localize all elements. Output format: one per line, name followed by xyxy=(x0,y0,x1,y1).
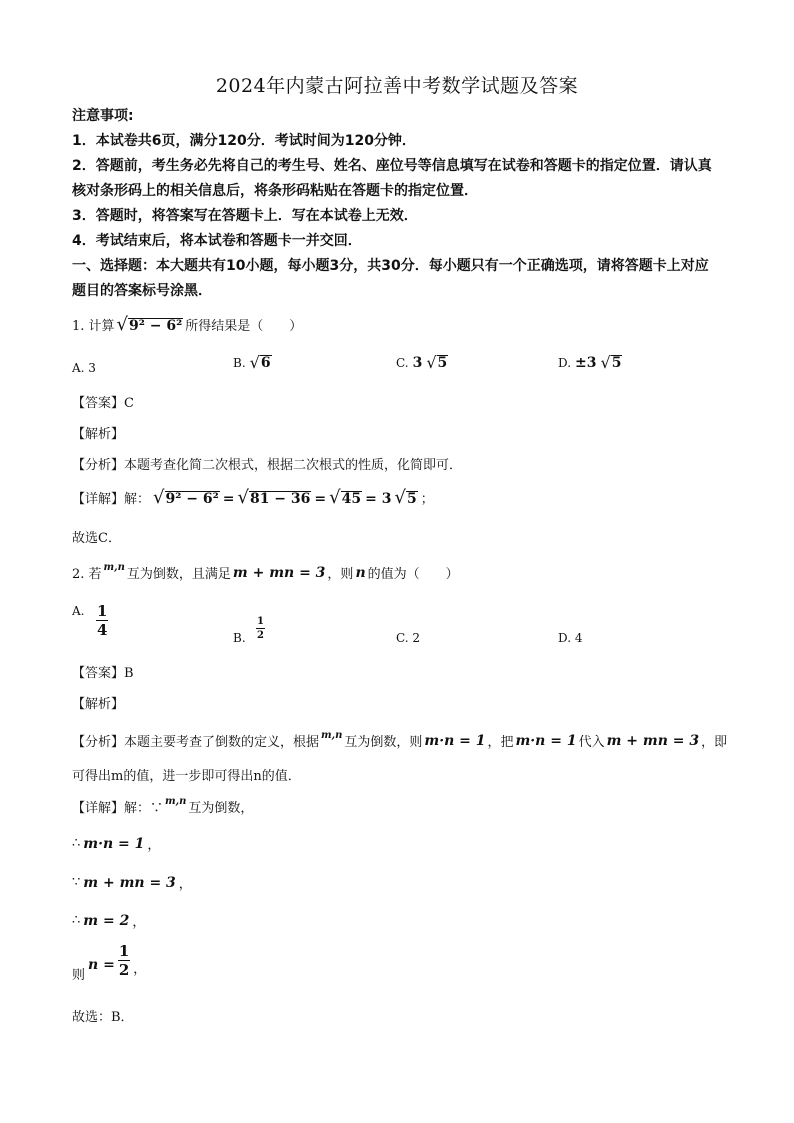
q2-fenxi-eq2: m·n = 1 xyxy=(515,732,577,749)
q2-step-3-end: ， xyxy=(132,915,146,930)
q1-option-c-coef: 3 xyxy=(412,355,423,372)
q2-step-2 xyxy=(72,873,192,892)
q2-mid2: ，则 xyxy=(327,567,354,582)
q2-step-4-lhs: n = xyxy=(88,957,115,973)
q1-detail-eq: = 3 xyxy=(365,491,392,507)
q1-option-d-label: D. xyxy=(558,356,572,371)
q1-analysis-tag: 【解析】 xyxy=(72,427,125,442)
q2-option-d: D. 4 xyxy=(558,631,583,645)
q2-option-b-label: B. xyxy=(233,631,246,645)
page-title: 2024年内蒙古阿拉善中考数学试题及答案 xyxy=(215,75,579,97)
question-2 xyxy=(72,563,459,582)
q1-prefix: 1. 计算 xyxy=(72,319,115,334)
q1-answer: 【答案】C xyxy=(72,396,134,411)
q2-fenxi xyxy=(72,731,727,750)
q2-detail-prefix: 【详解】解：∵ xyxy=(72,801,164,816)
q2-step-1 xyxy=(72,834,160,853)
q2-detail-mn: m,n xyxy=(165,796,187,807)
q2-step-1-eq: m·n = 1 xyxy=(83,835,145,852)
q1-detail-eq: = xyxy=(314,491,327,507)
q2-option-a xyxy=(72,604,84,618)
notes-item: 1．本试卷共6页，满分120分．考试时间为120分钟． xyxy=(72,133,416,149)
q2-fenxi-b: 互为倒数，则 xyxy=(344,735,423,750)
q1-option-c-rad: √ 5 xyxy=(426,353,448,373)
q1-fenxi: 【分析】本题考查化简二次根式，根据二次根式的性质，化简即可． xyxy=(72,458,463,473)
q1-option-a: A. 3 xyxy=(72,361,96,375)
notes-item: 4．考试结束后，将本试卷和答题卡一并交回． xyxy=(72,233,362,249)
q2-step-4-fraction xyxy=(118,944,130,978)
q2-detail-suffix: 互为倒数， xyxy=(188,801,254,816)
q2-mid: 互为倒数，且满足 xyxy=(126,567,231,582)
q1-detail xyxy=(72,488,434,507)
q1-option-c-label: C. xyxy=(396,356,409,371)
q2-option-b-den: 2 xyxy=(257,630,264,641)
q1-suffix: 所得结果是（ ） xyxy=(185,319,303,334)
q2-step-1-end: ， xyxy=(147,838,161,853)
q2-step-2-eq: m + mn = 3 xyxy=(83,874,176,891)
q1-option-d xyxy=(558,355,622,371)
q1-detail-r1: √ 9² − 6² xyxy=(153,487,219,508)
question-1 xyxy=(72,315,302,334)
q2-option-a-num: 1 xyxy=(97,602,108,620)
notes-item: 3．答题时，将答案写在答题卡上．写在本试卷上无效． xyxy=(72,208,418,224)
q1-radicand: 9² − 6² xyxy=(129,317,183,334)
q1-choose: 故选C． xyxy=(72,531,121,546)
q1-radical: √ 9² − 6² xyxy=(116,314,183,335)
q2-detail xyxy=(72,797,253,816)
q2-fenxi-eq3: m + mn = 3 xyxy=(606,732,700,749)
q1-detail-r4: √ 5 xyxy=(394,487,417,508)
q1-detail-r2: √ 81 − 36 xyxy=(237,487,311,508)
notes-heading: 注意事项: xyxy=(72,108,134,124)
q2-option-b-num: 1 xyxy=(257,616,264,627)
q2-step-4-den: 2 xyxy=(118,961,130,979)
section-heading-line2: 题目的答案标号涂黑． xyxy=(72,283,212,299)
section-heading-line1: 一、选择题：本大题共有10小题，每小题3分，共30分．每小题只有一个正确选项，请将答题卡上对应 xyxy=(72,258,709,274)
q2-step-4-end: ， xyxy=(133,961,147,977)
q1-option-b xyxy=(233,355,272,371)
q1-option-c xyxy=(396,355,448,371)
q2-fenxi-d: 代入 xyxy=(578,735,605,750)
q2-option-a-den: 4 xyxy=(97,621,108,639)
q2-option-b-fraction xyxy=(256,617,265,641)
q2-therefore-symbol: ∴ xyxy=(72,913,81,928)
q2-fenxi-e: ，即 xyxy=(701,735,728,750)
q2-step-3 xyxy=(72,911,145,930)
q2-choose: 故选：B． xyxy=(72,1010,134,1025)
q2-condition: m + mn = 3 xyxy=(232,564,326,581)
q2-mn: m,n xyxy=(103,562,125,573)
q2-because-symbol: ∵ xyxy=(72,875,81,890)
q2-fenxi-mn: m,n xyxy=(321,730,343,741)
q2-therefore-symbol: ∴ xyxy=(72,836,81,851)
q1-detail-eq: = xyxy=(222,491,235,507)
q2-step-4-word: 则 xyxy=(72,967,86,983)
q2-option-c: C. 2 xyxy=(396,631,421,645)
q2-step-4-num: 1 xyxy=(118,942,130,960)
q2-option-a-fraction xyxy=(96,604,108,638)
q2-step-4 xyxy=(72,942,147,983)
q2-answer: 【答案】B xyxy=(72,666,134,681)
q2-fenxi-eq1: m·n = 1 xyxy=(424,732,486,749)
q2-analysis-tag: 【解析】 xyxy=(72,697,125,712)
q2-option-a-label: A. xyxy=(72,604,85,618)
q1-option-b-label: B. xyxy=(233,356,246,371)
q2-step-3-eq: m = 2 xyxy=(83,912,130,929)
q1-option-d-rad: √ 5 xyxy=(600,353,622,373)
q1-detail-r3: √ 45 xyxy=(329,487,362,508)
q2-n: n xyxy=(355,564,366,581)
notes-item: 2．答题前，考生务必先将自己的考生号、姓名、座位号等信息填写在试卷和答题卡的指定位置．请认真 xyxy=(72,158,712,174)
notes-item: 核对条形码上的相关信息后，将条形码粘贴在答题卡的指定位置． xyxy=(72,183,478,199)
q2-fenxi-line2: 可得出m的值，进一步即可得出n的值． xyxy=(72,769,301,784)
q2-step-2-end: ， xyxy=(178,877,192,892)
q1-option-b-value: √ 6 xyxy=(249,353,271,373)
q1-detail-prefix: 【详解】解： xyxy=(72,492,151,507)
q1-detail-end: ； xyxy=(420,492,434,507)
q2-suffix: 的值为（ ） xyxy=(367,567,459,582)
q2-fenxi-a: 【分析】本题主要考查了倒数的定义，根据 xyxy=(72,735,320,750)
q2-prefix: 2. 若 xyxy=(72,567,102,582)
q1-option-d-coef: ±3 xyxy=(575,355,597,372)
q2-fenxi-c: ，把 xyxy=(487,735,514,750)
